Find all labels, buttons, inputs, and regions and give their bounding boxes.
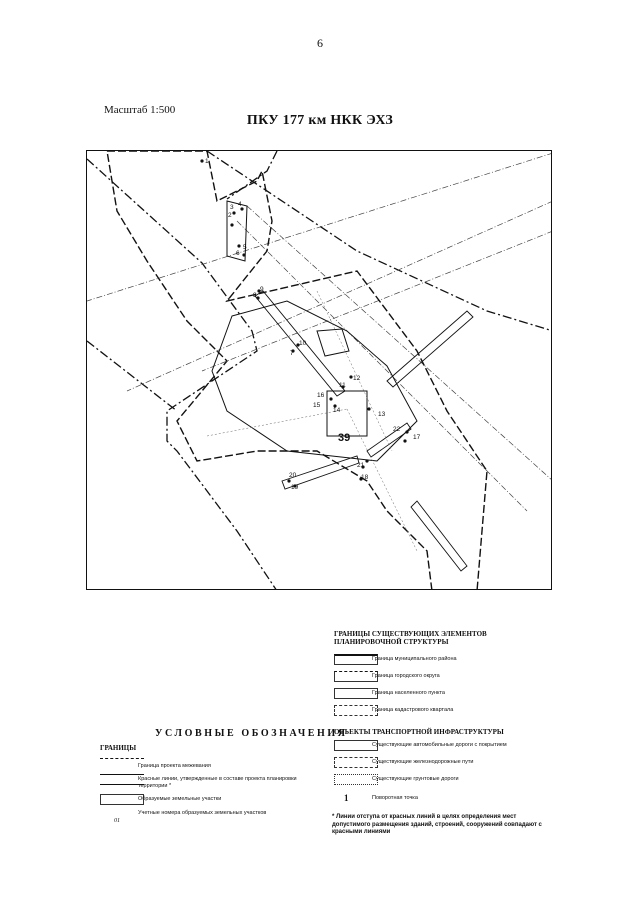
road-strip (411, 501, 467, 571)
railway-line (202, 231, 552, 371)
legend-label: Существующие автомобильные дороги с покрытием (372, 742, 507, 748)
footnote: * Линии отступа от красных линий в целях определения мест допустимого размещения зданий, строений, сооружений совпадают с красными линиями (332, 814, 542, 835)
legend-title: УСЛОВНЫЕ ОБОЗНАЧЕНИЯ (155, 728, 348, 739)
road-strip (387, 311, 473, 387)
parcel-number-sample: 01 (114, 818, 120, 824)
point-label: 8 (253, 292, 257, 299)
legend-label: Граница городского округа (372, 673, 440, 679)
drawing-title: ПКУ 177 км НКК ЭХЗ (246, 113, 394, 128)
page-number: 6 (317, 36, 323, 50)
railway-line (247, 206, 552, 481)
legend-label: Граница населенного пункта (372, 690, 445, 696)
point-label: 20 (289, 472, 297, 479)
railway-line (127, 201, 552, 391)
railway-line (87, 153, 552, 301)
legend-label: Существующие железнодорожные пути (372, 759, 474, 765)
parcel-number: 39 (338, 432, 351, 444)
point-label: 14 (333, 407, 341, 414)
legend-label: Красные линии, утвержденные в составе проекта планировки территории * (138, 776, 297, 789)
point-label: 4 (238, 201, 242, 208)
point-label: 6 (236, 250, 240, 257)
point-label: 1 (205, 158, 209, 165)
structure-legend-heading: ГРАНИЦЫ СУЩЕСТВУЮЩИХ ЭЛЕМЕНТОВ ПЛАНИРОВОЧНОЙ СТРУКТУРЫ (334, 630, 487, 646)
point-label: 18 (361, 474, 369, 481)
point-label: 5 (243, 244, 247, 251)
transport-heading: ОБЪЕКТЫ ТРАНСПОРТНОЙ ИНФРАСТРУКТУРЫ (334, 728, 504, 736)
railway-line (237, 221, 527, 511)
point-label: 22 (393, 426, 401, 433)
legend-label: Граница кадастрового квартала (372, 707, 454, 713)
boundary-line (87, 159, 277, 590)
scale-label: Масштаб 1:500 (104, 104, 176, 116)
legend-label: Существующие грунтовые дороги (372, 776, 459, 782)
legend-label: Учетные номера образуемых земельных участков (138, 810, 267, 816)
point-label: 10 (299, 340, 307, 347)
turn-point-sample: 1 (344, 793, 349, 803)
point-label: 12 (353, 375, 361, 382)
point-label: 13 (378, 411, 386, 418)
point-label: 3 (230, 204, 234, 211)
boundary-line (87, 341, 177, 411)
legend-label: Граница муниципального района (372, 656, 457, 662)
point-label: 11 (339, 382, 346, 389)
point-label: 16 (317, 392, 325, 399)
legend-label: Граница проекта межевания (138, 763, 211, 769)
point-label: 17 (413, 434, 421, 441)
point-label: 7 (290, 350, 294, 357)
parcel-outline (317, 329, 349, 356)
legend-label: Образуемые земельные участки (138, 796, 222, 802)
legend-label: Поворотная точка (372, 795, 418, 801)
point-label: 15 (313, 402, 321, 409)
boundaries-heading: ГРАНИЦЫ (100, 744, 137, 752)
point-label: 2 (228, 212, 232, 219)
survey-map (86, 150, 552, 590)
point-label: 19 (291, 484, 299, 491)
point-label: 9 (260, 286, 264, 293)
point-label: 21 (357, 462, 365, 469)
